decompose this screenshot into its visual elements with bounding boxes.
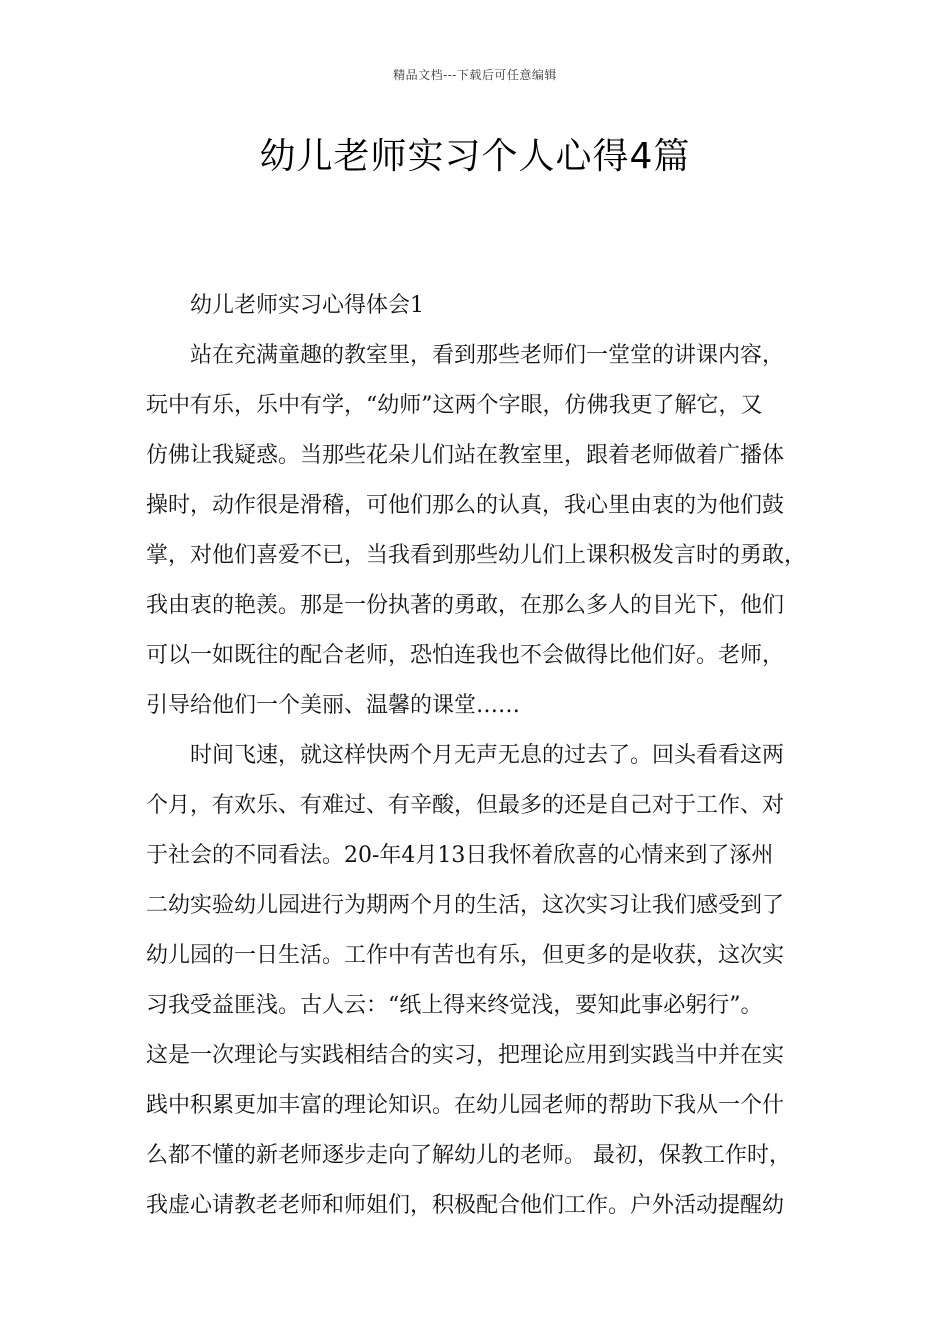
body-line: 仿佛让我疑惑。当那些花朵儿们站在教室里，跟着老师做着广播体 [146, 443, 785, 468]
body-line: 个月，有欢乐、有难过、有辛酸，但最多的还是自己对于工作、对 [146, 793, 785, 818]
body-line: 幼儿老师实习心得体会1 [190, 293, 424, 318]
body-line: 这是一次理论与实践相结合的实习，把理论应用到实践当中并在实 [146, 1043, 785, 1068]
body-line: 时间飞速，就这样快两个月无声无息的过去了。回头看看这两 [190, 743, 785, 768]
body-line: 习我受益匪浅。古人云：“纸上得来终觉浅，要知此事必躬行”。 [146, 993, 763, 1018]
body-line: 二幼实验幼儿园进行为期两个月的生活，这次实习让我们感受到了 [146, 893, 785, 918]
body-line: 幼儿园的一日生活。工作中有苦也有乐，但更多的是收获，这次实 [146, 943, 785, 968]
body-line: 玩中有乐，乐中有学，“幼师”这两个字眼，仿佛我更了解它，又 [146, 393, 763, 418]
body-line: 可以一如既往的配合老师，恐怕连我也不会做得比他们好。老师， [146, 643, 785, 668]
body-line: 践中积累更加丰富的理论知识。在幼儿园老师的帮助下我从一个什 [146, 1093, 785, 1118]
body-line: 掌，对他们喜爱不已，当我看到那些幼儿们上课积极发言时的勇敢， [146, 543, 807, 568]
header-note: 精品文档---下载后可任意编辑 [393, 68, 557, 82]
document-body [146, 281, 821, 1231]
body-line: 我虚心请教老老师和师姐们，积极配合他们工作。户外活动提醒幼 [146, 1193, 785, 1218]
body-line: 我由衷的艳羡。那是一份执著的勇敢，在那么多人的目光下，他们 [146, 593, 785, 618]
body-line: 于社会的不同看法。20-年4月13日我怀着欣喜的心情来到了涿州 [146, 843, 774, 868]
document-title: 幼儿老师实习个人心得4篇 [259, 136, 691, 177]
body-line: 么都不懂的新老师逐步走向了解幼儿的老师。 最初，保教工作时， [146, 1143, 791, 1168]
body-line: 站在充满童趣的教室里，看到那些老师们一堂堂的讲课内容， [190, 343, 785, 368]
body-line: 引导给他们一个美丽、温馨的课堂…… [146, 693, 521, 718]
body-line: 操时，动作很是滑稽，可他们那么的认真，我心里由衷的为他们鼓 [146, 493, 785, 518]
